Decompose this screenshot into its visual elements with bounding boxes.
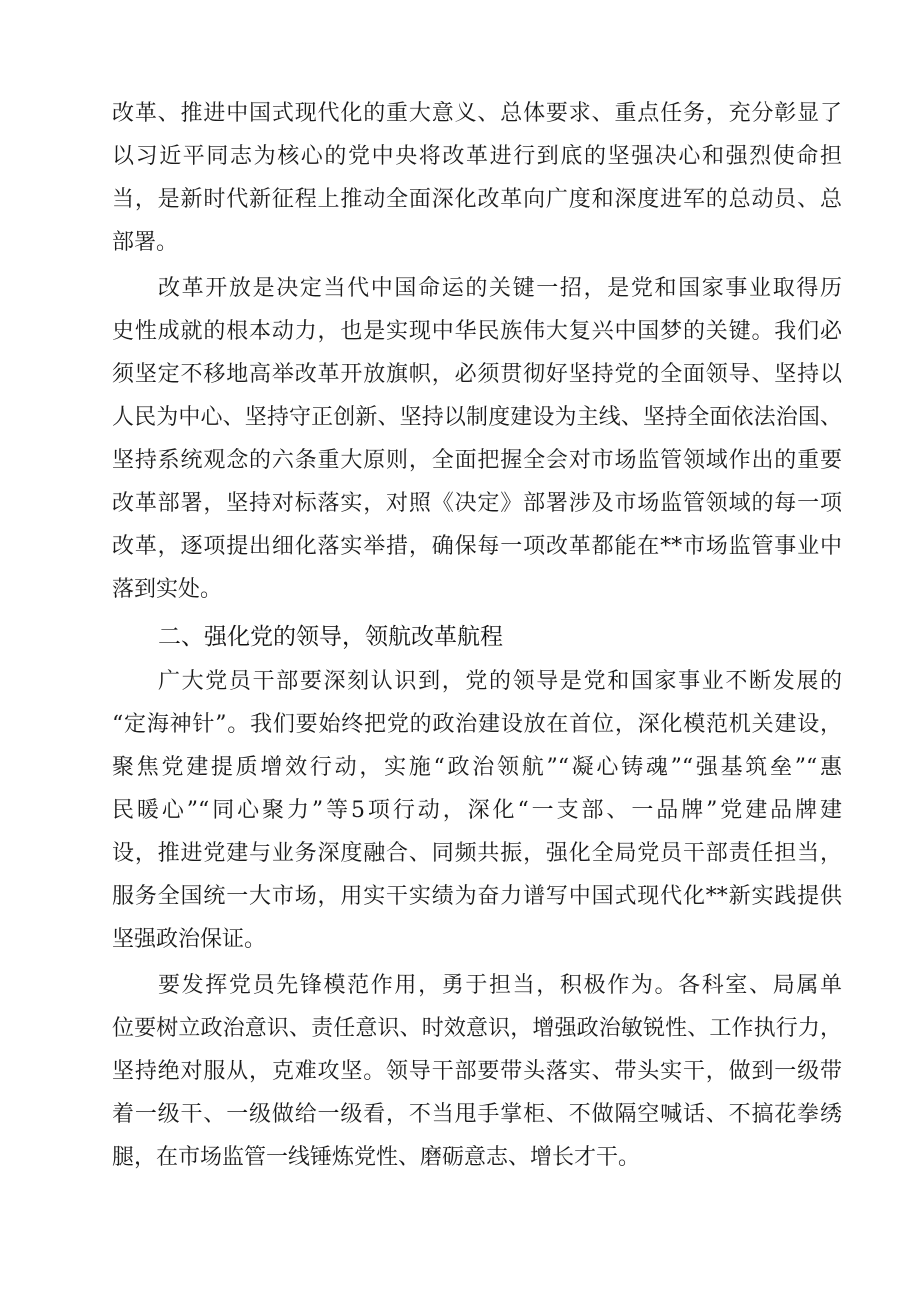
paragraph-line: 改革，逐项提出细化落实举措，确保每一项改革都能在**市场监管事业中: [112, 534, 842, 559]
section-heading: 二、强化党的领导，领航改革航程: [158, 624, 503, 650]
paragraph-line: 人民为中心、坚持守正创新、坚持以制度建设为主线、坚持全面依法治国、: [112, 405, 842, 430]
paragraph-line: 须坚定不移地高举改革开放旗帜，必须贯彻好坚持党的全面领导、坚持以: [112, 362, 842, 387]
paragraph-line: 改革、推进中国式现代化的重大意义、总体要求、重点任务，充分彰显了: [112, 101, 842, 126]
paragraph-line: 史性成就的根本动力，也是实现中华民族伟大复兴中国梦的关键。我们必: [112, 319, 842, 344]
paragraph-line: 广大党员干部要深刻认识到，党的领导是党和国家事业不断发展的: [158, 669, 842, 694]
paragraph-line: 落到实处。: [112, 577, 223, 602]
paragraph-line: 当，是新时代新征程上推动全面深化改革向广度和深度进军的总动员、总: [112, 187, 842, 212]
paragraph-line: 改革部署，坚持对标落实，对照《决定》部署涉及市场监管领域的每一项: [112, 491, 842, 516]
paragraph-line: 部署。: [112, 230, 179, 255]
paragraph-line: 着一级干、一级做给一级看，不当甩手掌柜、不做隔空喊话、不搞花拳绣: [112, 1102, 842, 1127]
paragraph-line: 设，推进党建与业务深度融合、同频共振，强化全局党员干部责任担当，: [112, 841, 842, 866]
paragraph-line: 以习近平同志为核心的党中央将改革进行到底的坚强决心和强烈使命担: [112, 144, 842, 169]
paragraph-line: 坚持系统观念的六条重大原则，全面把握全会对市场监管领域作出的重要: [112, 448, 842, 473]
paragraph-line: 要发挥党员先锋模范作用，勇于担当，积极作为。各科室、局属单: [158, 973, 842, 998]
paragraph-line: 坚强政治保证。: [112, 927, 267, 952]
paragraph-line: 坚持绝对服从，克难攻坚。领导干部要带头落实、带头实干，做到一级带: [112, 1059, 842, 1084]
paragraph-line: 民暖心”“同心聚力”等5项行动，深化“一支部、一品牌”党建品牌建: [112, 798, 842, 823]
paragraph-line: 服务全国统一大市场，用实干实绩为奋力谱写中国式现代化**新实践提供: [112, 884, 842, 909]
paragraph-line: 聚焦党建提质增效行动，实施“政治领航”“凝心铸魂”“强基筑垒”“惠: [112, 755, 842, 780]
paragraph-line: 位要树立政治意识、责任意识、时效意识，增强政治敏锐性、工作执行力，: [112, 1016, 842, 1041]
paragraph-line: 改革开放是决定当代中国命运的关键一招，是党和国家事业取得历: [158, 276, 842, 301]
paragraph-line: “定海神针”。我们要始终把党的政治建设放在首位，深化模范机关建设，: [112, 712, 842, 737]
paragraph-line: 腿，在市场监管一线锤炼党性、磨砺意志、增长才干。: [112, 1145, 641, 1170]
